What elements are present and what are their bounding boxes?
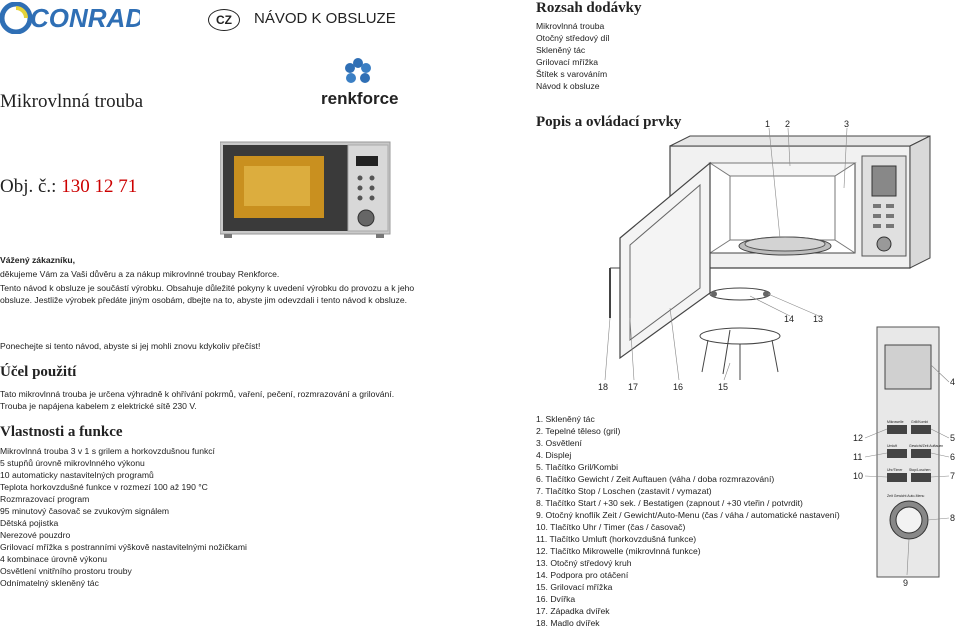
callout-4: 4: [950, 377, 956, 387]
feature-item: Dětská pojistka: [0, 518, 59, 528]
panel-label-uhr: Uhr/Timer: [887, 468, 903, 472]
scope-item: Štítek s varováním: [536, 69, 608, 79]
callout-16: 16: [673, 382, 684, 392]
conrad-logo-mark: [0, 2, 140, 34]
scope-item: Otočný středový díl: [536, 33, 610, 43]
feature-item: Osvětlení vnitřního prostoru trouby: [0, 566, 132, 576]
scope-item: Grilovací mřížka: [536, 57, 599, 67]
manual-title: NÁVOD K OBSLUZE: [254, 10, 396, 27]
conrad-logo-text: CONRAD: [30, 3, 140, 33]
features-list: [0, 445, 247, 589]
feature-item: Nerezové pouzdro: [0, 530, 71, 540]
callout-7: 7: [950, 471, 956, 481]
parts-item: 17. Západka dvířek: [536, 606, 610, 616]
parts-item: 16. Dvířka: [536, 594, 576, 604]
thanks-text: děkujeme Vám za Vaši důvěru a za nákup mikrovlnné troubay Renkforce.: [0, 269, 280, 279]
callout-15: 15: [718, 382, 729, 392]
callout-13: 13: [813, 314, 824, 324]
parts-item: 15. Grilovací mřížka: [536, 582, 613, 592]
feature-item: Grilovací mřížka s postranními výškově nastavitelnými nožičkami: [0, 542, 247, 552]
control-panel-diagram: [845, 325, 959, 590]
parts-item: 10. Tlačítko Uhr / Timer (čas / časovač): [536, 522, 686, 532]
order-number-label: Obj. č.:: [0, 176, 62, 197]
feature-item: 10 automaticky nastavitelných programů: [0, 470, 154, 480]
parts-item: 8. Tlačítko Start / +30 sek. / Bestatigen (zapnout / +30 vteřin / potvrdit): [536, 498, 803, 508]
callout-8: 8: [950, 513, 956, 523]
feature-item: Mikrovlnná trouba 3 v 1 s grilem a horkovzdušnou funkcí: [0, 446, 215, 456]
callout-5: 5: [950, 433, 956, 443]
parts-item: 1. Skleněný tác: [536, 414, 595, 424]
callout-3: 3: [844, 119, 850, 129]
order-number: [0, 176, 137, 198]
intro-paragraphs: [0, 268, 415, 306]
language-badge: CZ: [208, 9, 240, 31]
renkforce-logo: [318, 54, 398, 109]
scope-item: Návod k obsluze: [536, 81, 600, 91]
callout-18: 18: [598, 382, 609, 392]
features-heading: Vlastnosti a funkce: [0, 424, 123, 440]
feature-item: 5 stupňů úrovně mikrovlnného výkonu: [0, 458, 145, 468]
callout-1: 1: [765, 119, 771, 129]
keep-manual-note: Ponechejte si tento návod, abyste si jej mohli znovu kdykoliv přečíst!: [0, 341, 261, 351]
parts-item: 12. Tlačítko Mikrowelle (mikrovlnná funkce): [536, 546, 701, 556]
microwave-photo: [220, 140, 398, 240]
feature-item: Odnímatelný skleněný tác: [0, 578, 99, 588]
feature-item: Rozmrazovací program: [0, 494, 90, 504]
callout-11: 11: [853, 452, 863, 462]
panel-label-knob: Zeit Gewicht Auto-Menu: [887, 494, 925, 498]
callout-9: 9: [903, 578, 909, 588]
panel-label-umluft: Umluft: [887, 444, 898, 448]
intro-paragraph: Tento návod k obsluze je součástí výrobku. Obsahuje důležité pokyny k uvedení výrobku do provozu a k jeho obsluze. Jestliže výrobek předáte jiným osobám, dbejte na to, abyste jim odevzdali i tento návod k obsluze.: [0, 283, 415, 305]
parts-item: 3. Osvětlení: [536, 438, 582, 448]
parts-item: 11. Tlačítko Umluft (horkovzdušná funkce): [536, 534, 697, 544]
parts-item: 13. Otočný středový kruh: [536, 558, 632, 568]
callout-10: 10: [853, 471, 864, 481]
greeting: Vážený zákazníku,: [0, 255, 75, 265]
scope-item: Mikrovlnná trouba: [536, 21, 605, 31]
panel-label-mikro: Mikrowelle: [887, 420, 904, 424]
feature-item: Teplota horkovzdušné funkce v rozmezí 100 až 190 °C: [0, 482, 208, 492]
renkforce-logo-text: renkforce: [321, 89, 398, 108]
callout-6: 6: [950, 452, 956, 462]
renkforce-flower-icon: [345, 58, 371, 83]
parts-item: 4. Displej: [536, 450, 572, 460]
product-title: Mikrovlnná trouba: [0, 91, 144, 112]
feature-item: 95 minutový časovač se zvukovým signálem: [0, 506, 170, 516]
parts-item: 5. Tlačítko Gril/Kombi: [536, 462, 618, 472]
parts-item: 14. Podpora pro otáčení: [536, 570, 629, 580]
order-number-value: 130 12 71: [61, 176, 138, 197]
callout-14: 14: [784, 314, 795, 324]
callout-17: 17: [628, 382, 639, 392]
parts-item: 18. Madlo dvířek: [536, 618, 600, 628]
controls-title: Popis a ovládací prvky: [536, 114, 682, 130]
parts-list: [536, 413, 840, 629]
use-text: Tato mikrovlnná trouba je určena výhradně k ohřívání pokrmů, vaření, pečení, rozmrazování a grilování. Trouba je napájena kabelem z elektrické sítě 230 V.: [0, 389, 395, 411]
callout-12: 12: [853, 433, 864, 443]
feature-item: 4 kombinace úrovně výkonu: [0, 554, 108, 564]
parts-item: 7. Tlačítko Stop / Loschen (zastavit / vymazat): [536, 486, 712, 496]
scope-list: [536, 20, 610, 92]
scope-item: Skleněný tác: [536, 45, 586, 55]
scope-title: Rozsah dodávky: [536, 0, 642, 16]
parts-item: 9. Otočný knoflík Zeit / Gewicht/Auto-Menu (čas / váha / automatické nastavení): [536, 510, 840, 520]
parts-item: 2. Tepelné těleso (gril): [536, 426, 621, 436]
panel-label-stop: Stop/Loschen: [909, 468, 931, 472]
use-heading: Účel použití: [0, 364, 77, 380]
conrad-logo: [0, 2, 140, 32]
parts-item: 6. Tlačítko Gewicht / Zeit Auftauen (váha / doba rozmrazování): [536, 474, 775, 484]
callout-2: 2: [785, 119, 791, 129]
panel-label-gewicht: Gewicht/Zeit Auftauen: [909, 444, 944, 448]
panel-label-grill: Grill/Kombi: [911, 420, 929, 424]
